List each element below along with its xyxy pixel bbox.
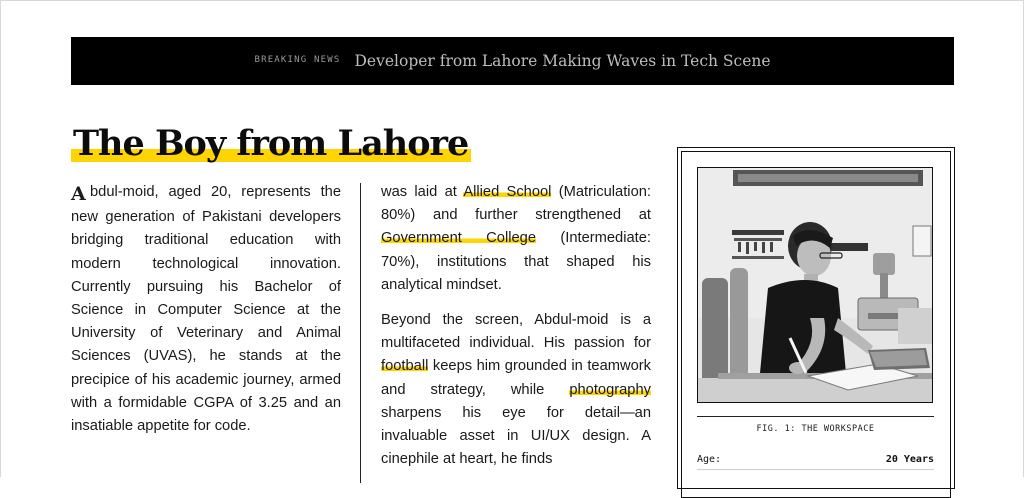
breaking-news-banner: [71, 37, 954, 85]
stat-row-age: [697, 449, 934, 470]
article-column-left: [71, 181, 341, 450]
article-paragraph: [381, 181, 651, 297]
stat-value: 20 Years: [885, 453, 934, 465]
card-divider: [697, 416, 934, 417]
paragraph-text: sharpens his eye for detail—an invaluable asset in UI/UX design. A cinephile at heart, he finds: [381, 404, 651, 468]
paragraph-text: was laid at: [381, 184, 464, 200]
highlight-football: football: [381, 358, 429, 375]
article-paragraph: [71, 181, 341, 438]
stat-label: Age:: [697, 453, 722, 465]
paragraph-text: (Intermediate: 70%), institutions that shaped his analytical mindset.: [381, 230, 651, 293]
workspace-photo: [697, 167, 933, 403]
column-divider: [360, 183, 361, 483]
article-paragraph: [381, 309, 651, 471]
workspace-photo-illustration: [698, 168, 933, 403]
highlight-photography: photography: [569, 381, 651, 398]
paragraph-text: bdul-moid, aged 20, represents the new generation of Pakistani developers bridging traditional education with modern technological innovation. Currently pursuing his Bachelor of Science in Computer Science at the University of Veterinary and Animal Sciences (UVAS), he stands at the precipice of his academic journey, armed with a formidable CGPA of 3.25 and an insatiable appetite for code.: [71, 184, 341, 435]
drop-cap: A: [71, 183, 86, 205]
figure-caption: FIG. 1: THE WORKSPACE: [756, 424, 875, 434]
paragraph-text: keeps him grounded in teamwork and strategy, while: [381, 358, 651, 398]
article-column-right: [381, 181, 651, 483]
paragraph-text: Beyond the screen, Abdul-moid is a multifaceted individual. His passion for: [381, 312, 651, 352]
paragraph-text: (Matriculation: 80%) and further strengthened at: [381, 184, 651, 224]
highlight-allied-school: Allied School: [463, 184, 552, 200]
breaking-news-tag: BREAKING NEWS: [254, 54, 341, 65]
highlight-government-college: Government College: [381, 230, 536, 247]
article-title: The Boy from Lahore: [71, 120, 471, 168]
breaking-news-headline: Developer from Lahore Making Waves in Tech Scene: [354, 52, 771, 70]
